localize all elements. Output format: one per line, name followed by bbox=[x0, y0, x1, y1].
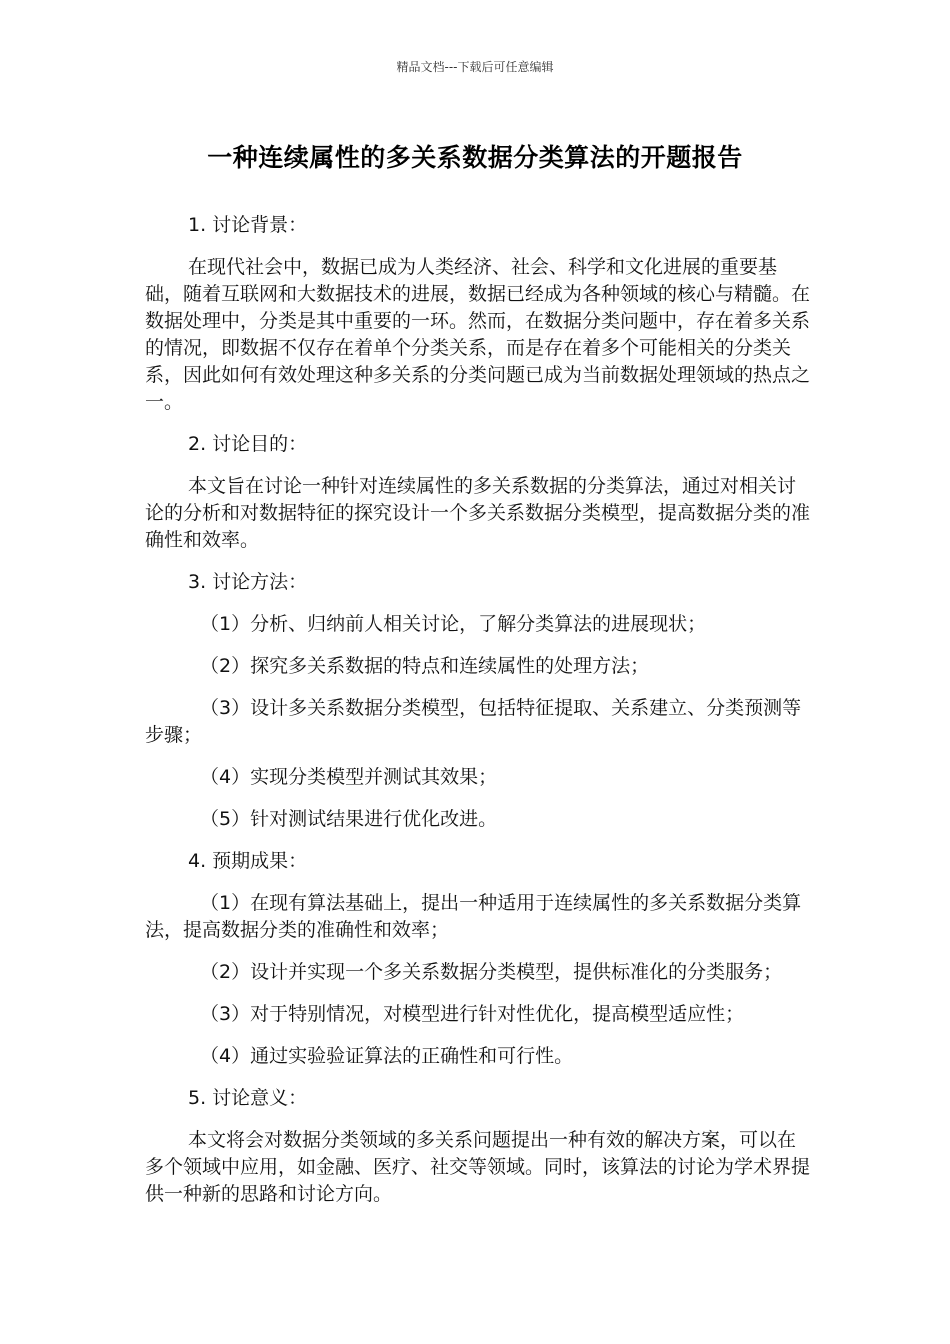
document-body bbox=[145, 212, 813, 1223]
section-heading-background: 1. 讨论背景： bbox=[188, 214, 308, 236]
list-item-method-4: （4）实现分类模型并测试其效果； bbox=[200, 766, 498, 788]
document-title: 一种连续属性的多关系数据分类算法的开题报告 bbox=[207, 143, 743, 172]
list-item-method-1: （1）分析、归纳前人相关讨论，了解分类算法的进展现状； bbox=[200, 613, 707, 635]
list-item-outcome-4: （4）通过实验验证算法的正确性和可行性。 bbox=[200, 1045, 574, 1067]
paragraph-background: 在现代社会中，数据已成为人类经济、社会、科学和文化进展的重要基础，随着互联网和大数据技术的进展，数据已经成为各种领域的核心与精髓。在数据处理中，分类是其中重要的一环。然而，在数据分类问题中，存在着多关系的情况，即数据不仅存在着单个分类关系，而是存在着多个可能相关的分类关系，因此如何有效处理这种多关系的分类问题已成为当前数据处理领域的热点之一。 bbox=[145, 256, 811, 413]
page-header: 精品文档---下载后可任意编辑 bbox=[396, 60, 554, 74]
section-heading-significance: 5. 讨论意义： bbox=[188, 1087, 308, 1109]
section-heading-purpose: 2. 讨论目的： bbox=[188, 433, 308, 455]
list-item-outcome-3: （3）对于特别情况，对模型进行针对性优化，提高模型适应性； bbox=[200, 1003, 745, 1025]
list-item-method-2: （2）探究多关系数据的特点和连续属性的处理方法； bbox=[200, 655, 650, 677]
list-item-outcome-1: （1）在现有算法基础上，提出一种适用于连续属性的多关系数据分类算法，提高数据分类的准确性和效率； bbox=[145, 892, 802, 941]
paragraph-significance: 本文将会对数据分类领域的多关系问题提出一种有效的解决方案，可以在多个领域中应用，如金融、医疗、社交等领域。同时，该算法的讨论为学术界提供一种新的思路和讨论方向。 bbox=[145, 1129, 811, 1205]
list-item-outcome-2: （2）设计并实现一个多关系数据分类模型，提供标准化的分类服务； bbox=[200, 961, 783, 983]
paragraph-purpose: 本文旨在讨论一种针对连续属性的多关系数据的分类算法，通过对相关讨论的分析和对数据特征的探究设计一个多关系数据分类模型，提高数据分类的准确性和效率。 bbox=[145, 475, 811, 551]
list-item-method-5: （5）针对测试结果进行优化改进。 bbox=[200, 808, 498, 830]
section-heading-outcomes: 4. 预期成果： bbox=[188, 850, 308, 872]
section-heading-method: 3. 讨论方法： bbox=[188, 571, 308, 593]
list-item-method-3: （3）设计多关系数据分类模型，包括特征提取、关系建立、分类预测等步骤； bbox=[145, 697, 802, 746]
